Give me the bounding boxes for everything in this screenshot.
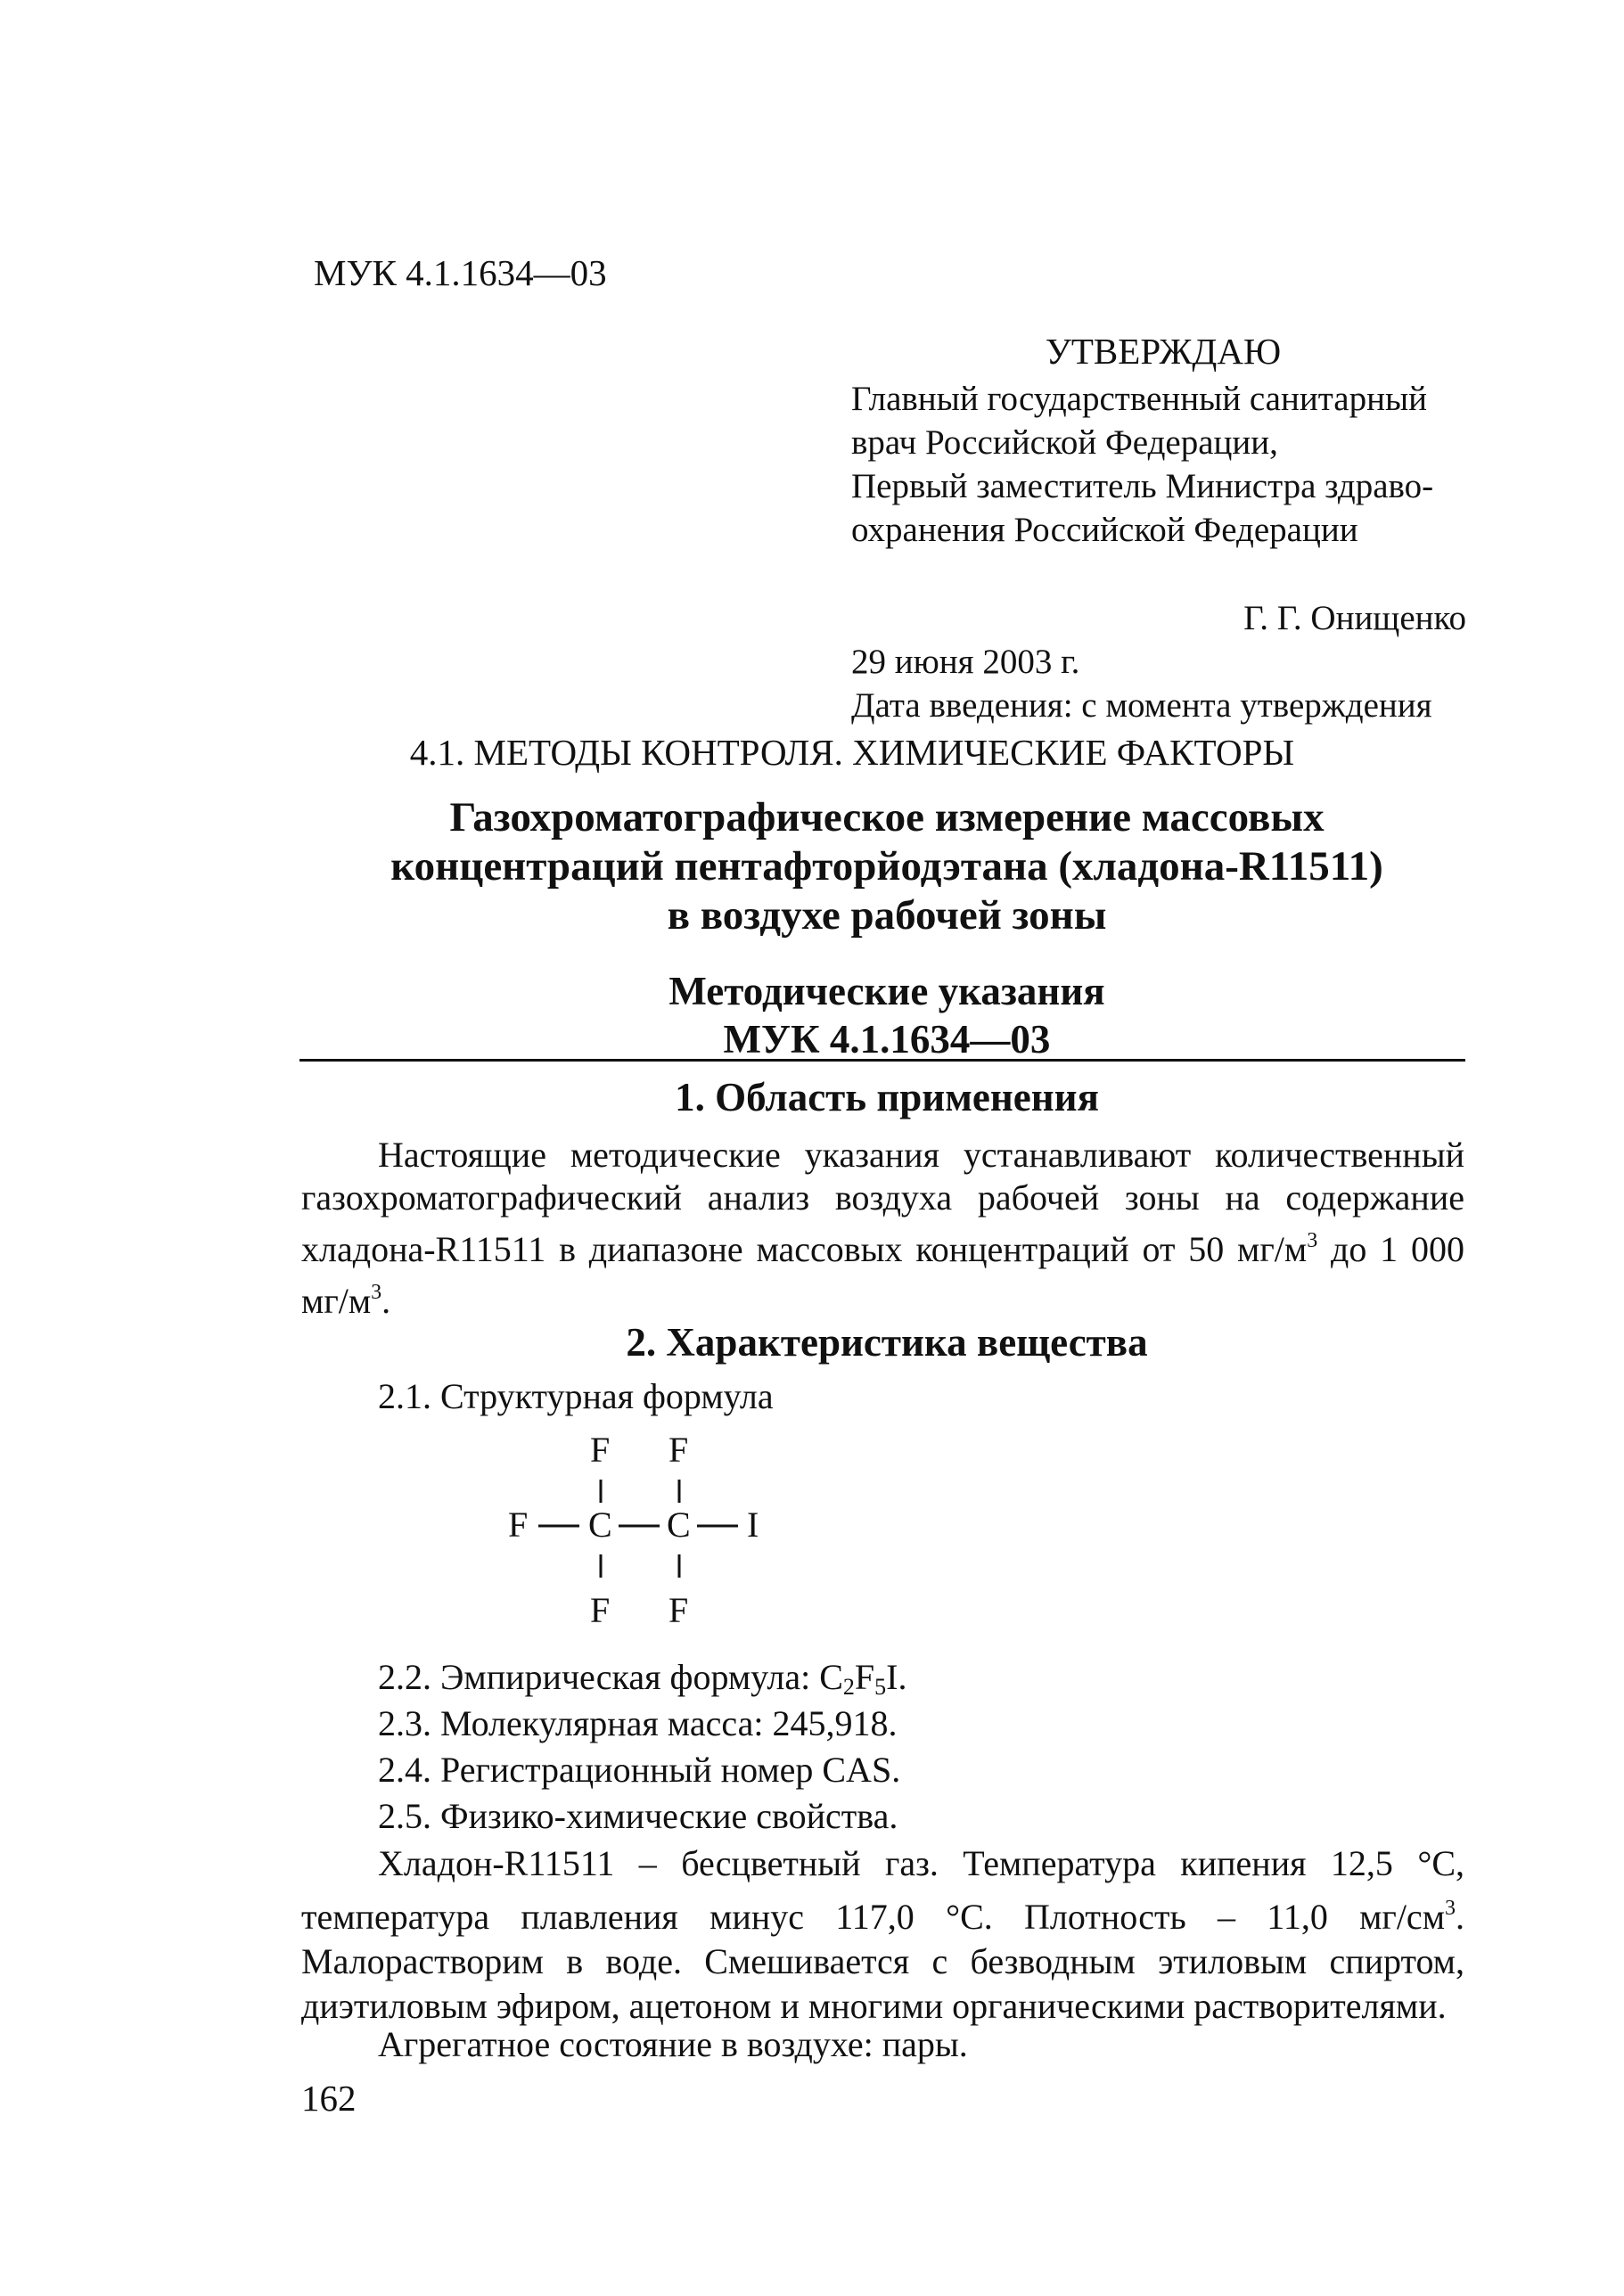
atom-f-left: F [508,1505,529,1545]
title-line: в воздухе рабочей зоны [667,892,1107,939]
approval-line: Главный государственный санитарный [851,380,1428,418]
empirical-mid: F [854,1657,875,1697]
document-subtitle [303,967,1471,1063]
section-1-text-mid: до 1 000 мг/м [301,1229,1464,1321]
atom-c1: C [588,1505,612,1545]
section-1-text-main: Настоящие методические указания устанавливают количественный газохроматографический анализ воздуха рабочей зоны на содержание хладона-R11511 в диапазоне массовых концентраций от 50 мг/м [301,1135,1464,1269]
atom-i: I [747,1505,759,1545]
category-heading: 4.1. МЕТОДЫ КОНТРОЛЯ. ХИМИЧЕСКИЕ ФАКТОРЫ [409,732,1295,773]
page-number: 162 [301,2078,357,2119]
properties-text-a: Хладон-R11511 – бесцветный газ. Температура кипения 12,5 °С, температура плавления минус 117,0 °С. Плотность – 11,0 мг/см [301,1843,1464,1937]
approval-line: Первый заместитель Министра здраво- [851,467,1434,505]
approval-line: охранения Российской Федерации [851,511,1358,549]
document-code: МУК 4.1.1634—03 [314,252,607,293]
section-2-heading: 2. Характеристика вещества [626,1320,1148,1365]
section-1-text [301,1134,1464,1323]
empirical-prefix: 2.2. Эмпирическая формула: C [378,1657,843,1697]
document-title [303,793,1471,940]
atom-f-bottom-right: F [668,1590,689,1630]
superscript: 3 [371,1281,382,1304]
title-line: Газохроматографическое измерение массовых [449,794,1325,840]
molar-mass: 2.3. Молекулярная масса: 245,918. [378,1703,898,1743]
superscript: 3 [1307,1229,1318,1252]
properties-text [301,1841,1464,2029]
introduction-date: Дата введения: с момента утверждения [851,686,1432,725]
atom-f-bottom-left: F [590,1590,611,1630]
atom-f-top-right: F [668,1430,689,1470]
empirical-formula [378,1656,907,1701]
section-1-heading: 1. Область применения [675,1075,1099,1119]
approval-line: врач Российской Федерации, [851,423,1278,462]
subscript: 2 [842,1674,855,1700]
subtitle-line: Методические указания [668,969,1105,1013]
cas-number: 2.4. Регистрационный номер CAS. [378,1750,901,1790]
approval-signer: Г. Г. Онищенко [1243,599,1466,637]
properties-text-b: . Малорастворим в воде. Смешивается с безводным этиловым спиртом, диэтиловым эфиром, ацетоном и многими органическими растворителями. [301,1897,1464,2026]
atom-f-top-left: F [590,1430,611,1470]
subtitle-line: МУК 4.1.1634—03 [723,1017,1051,1062]
atom-c2: C [667,1505,691,1545]
title-line: концентраций пентафторйодэтана (хладона-R11511) [390,843,1383,890]
approval-block [851,330,1466,727]
structural-formula-label: 2.1. Структурная формула [378,1376,774,1416]
properties-label: 2.5. Физико-химические свойства. [378,1796,898,1836]
section-1-text-end: . [381,1281,391,1321]
structural-formula [499,1426,784,1640]
superscript: 3 [1445,1897,1456,1920]
aggregate-state: Агрегатное состояние в воздухе: пары. [378,2024,968,2064]
approval-date: 29 июня 2003 г. [851,643,1080,681]
approval-title: УТВЕРЖДАЮ [1045,331,1282,372]
empirical-end: I. [886,1657,907,1697]
subscript: 5 [874,1674,887,1700]
horizontal-rule [299,1059,1465,1062]
